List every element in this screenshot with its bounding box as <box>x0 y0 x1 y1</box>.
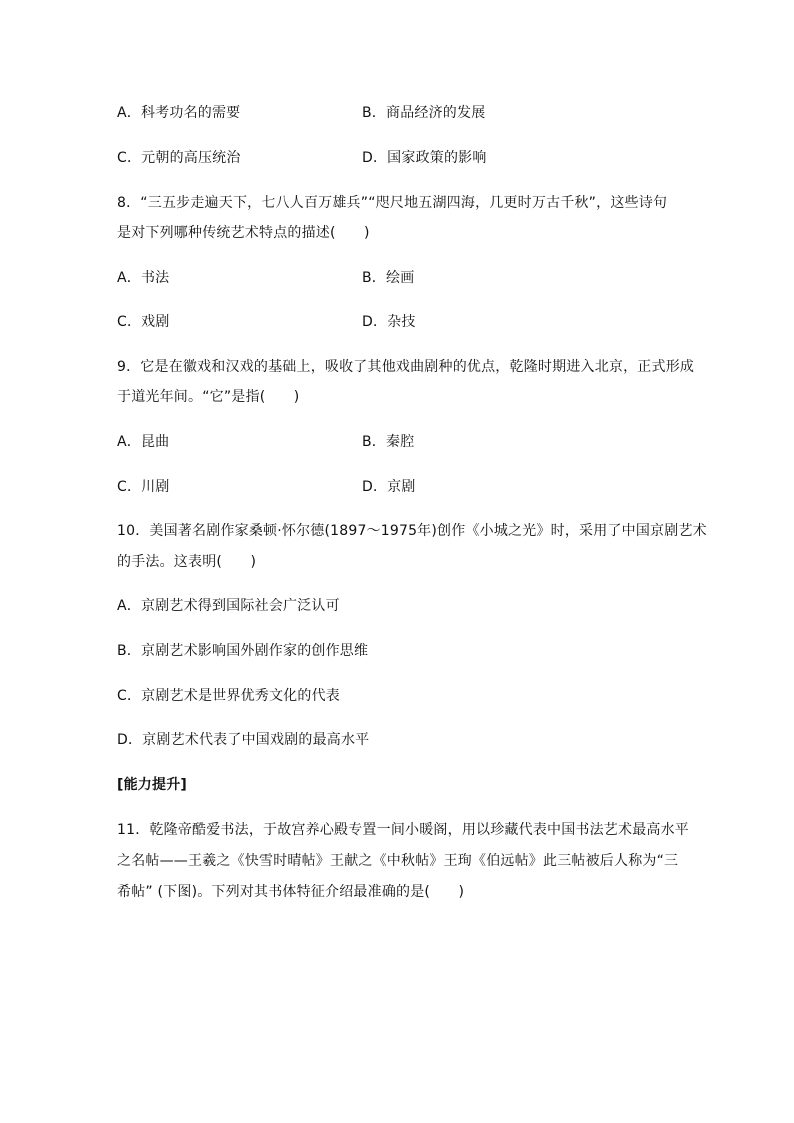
q10-option-d: D．京剧艺术代表了中国戏剧的最高水平 <box>117 732 370 748</box>
q8-option-d: D．杂技 <box>362 314 416 330</box>
q9-option-b: B．秦腔 <box>362 434 415 450</box>
q8-option-b: B．绘画 <box>362 270 415 286</box>
q10-stem-line1: 10．美国著名剧作家桑顿·怀尔德(1897～1975年)创作《小城之光》时，采用了中国京剧艺术 <box>117 523 707 539</box>
q7-option-a: A．科考功名的需要 <box>117 105 241 121</box>
q9-stem-line2: 于道光年间。“它”是指( ) <box>117 389 300 405</box>
q11-stem-line3: 希帖” (下图)。下列对其书体特征介绍最准确的是( ) <box>117 884 465 900</box>
q10-option-a: A．京剧艺术得到国际社会广泛认可 <box>117 598 340 614</box>
q9-option-a: A．昆曲 <box>117 434 170 450</box>
q10-option-b: B．京剧艺术影响国外剧作家的创作思维 <box>117 643 369 659</box>
q7-option-c: C．元朝的高压统治 <box>117 150 241 166</box>
q7-option-b: B．商品经济的发展 <box>362 105 486 121</box>
q8-stem-line1: 8．“三五步走遍天下，七八人百万雄兵”“咫尺地五湖四海，几更时万古千秋”，这些诗句 <box>117 195 668 211</box>
q10-stem-line2: 的手法。这表明( ) <box>117 554 257 570</box>
q11-stem-line2: 之名帖——王羲之《快雪时晴帖》王献之《中秋帖》王珣《伯远帖》此三帖被后人称为“三 <box>117 853 679 869</box>
section-title: [能力提升] <box>117 777 187 793</box>
q10-option-c: C．京剧艺术是世界优秀文化的代表 <box>117 688 340 704</box>
q9-option-c: C．川剧 <box>117 479 170 495</box>
q8-option-a: A．书法 <box>117 270 170 286</box>
q8-option-c: C．戏剧 <box>117 314 170 330</box>
q8-stem-line2: 是对下列哪种传统艺术特点的描述( ) <box>117 225 370 241</box>
q7-option-d: D．国家政策的影响 <box>362 150 487 166</box>
q9-stem-line1: 9．它是在徽戏和汉戏的基础上，吸收了其他戏曲剧种的优点，乾隆时期进入北京，正式形成 <box>117 359 695 375</box>
q9-option-d: D．京剧 <box>362 479 416 495</box>
q11-stem-line1: 11．乾隆帝酷爱书法，于故宫养心殿专置一间小暖阁，用以珍藏代表中国书法艺术最高水平 <box>117 822 690 838</box>
